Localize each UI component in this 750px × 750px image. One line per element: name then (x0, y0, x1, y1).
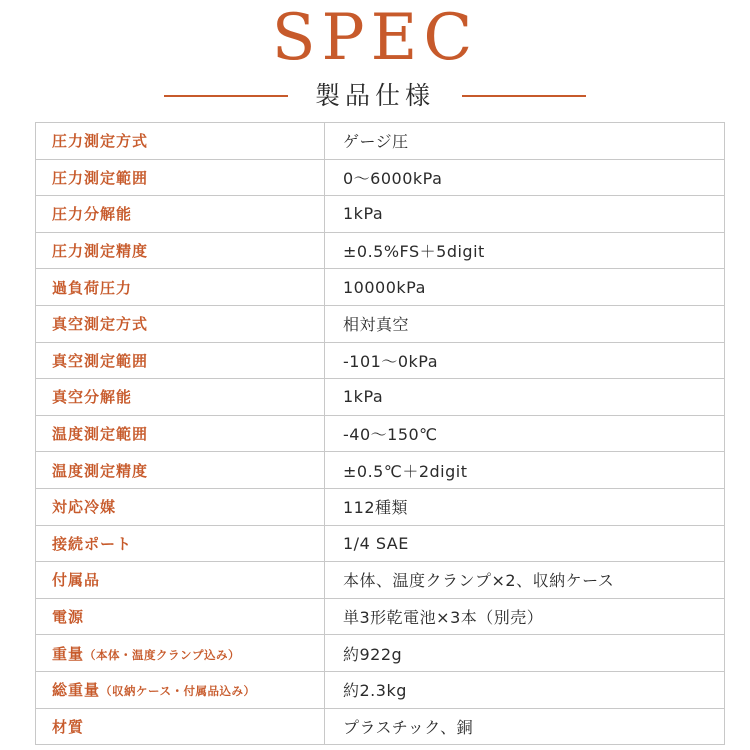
spec-value: ゲージ圧 (325, 123, 725, 160)
spec-row-vacuum-resolution (36, 379, 725, 416)
spec-value: 1/4 SAE (325, 525, 725, 562)
spec-label: 材質 (36, 708, 325, 745)
spec-table (35, 122, 725, 745)
spec-row-power (36, 598, 725, 635)
spec-header (0, 0, 750, 118)
spec-value: -40〜150℃ (325, 415, 725, 452)
spec-label: 真空分解能 (36, 379, 325, 416)
spec-row-weight (36, 635, 725, 672)
page-subtitle: 製品仕様 (314, 81, 435, 110)
subtitle-row (0, 80, 750, 112)
spec-label: 対応冷媒 (36, 488, 325, 525)
spec-row-connection-port (36, 525, 725, 562)
page-title: SPEC (271, 1, 479, 75)
spec-row-temperature-range (36, 415, 725, 452)
spec-row-accessories (36, 562, 725, 599)
spec-value: 0〜6000kPa (325, 159, 725, 196)
spec-row-total-weight (36, 671, 725, 708)
spec-label: 温度測定精度 (36, 452, 325, 489)
spec-label: 圧力測定方式 (36, 123, 325, 160)
spec-value: 相対真空 (325, 305, 725, 342)
spec-label: 圧力測定精度 (36, 232, 325, 269)
spec-label-note: （本体・温度クランプ込み） (84, 647, 241, 662)
spec-row-vacuum-method (36, 305, 725, 342)
spec-row-pressure-range (36, 159, 725, 196)
spec-label: 過負荷圧力 (36, 269, 325, 306)
spec-label: 付属品 (36, 562, 325, 599)
spec-value: 約922g (325, 635, 725, 672)
spec-label: 温度測定範囲 (36, 415, 325, 452)
spec-label: 圧力測定範囲 (36, 159, 325, 196)
spec-value: プラスチック、銅 (325, 708, 725, 745)
spec-row-temperature-accuracy (36, 452, 725, 489)
spec-value: ±0.5℃＋2digit (325, 452, 725, 489)
spec-value: 10000kPa (325, 269, 725, 306)
spec-label: 真空測定方式 (36, 305, 325, 342)
spec-value: 単3形乾電池×3本（別売） (325, 598, 725, 635)
spec-label-note: （収納ケース・付属品込み） (100, 684, 256, 699)
spec-row-pressure-accuracy (36, 232, 725, 269)
spec-row-refrigerants (36, 488, 725, 525)
spec-label: 真空測定範囲 (36, 342, 325, 379)
spec-value: 約2.3kg (325, 671, 725, 708)
spec-value: 1kPa (325, 196, 725, 233)
spec-row-vacuum-range (36, 342, 725, 379)
subtitle-rule-left (164, 95, 288, 97)
spec-value: 1kPa (325, 379, 725, 416)
subtitle-rule-right (462, 95, 586, 97)
spec-value: 本体、温度クランプ×2、収納ケース (325, 562, 725, 599)
spec-value: 112種類 (325, 488, 725, 525)
spec-label: 圧力分解能 (36, 196, 325, 233)
spec-value: ±0.5%FS＋5digit (325, 232, 725, 269)
spec-label: 総重量（収納ケース・付属品込み） (36, 671, 325, 708)
spec-row-pressure-resolution (36, 196, 725, 233)
spec-row-overload-pressure (36, 269, 725, 306)
spec-value: -101〜0kPa (325, 342, 725, 379)
spec-row-material (36, 708, 725, 745)
spec-label: 接続ポート (36, 525, 325, 562)
spec-label: 電源 (36, 598, 325, 635)
spec-row-pressure-method (36, 123, 725, 160)
spec-label: 重量（本体・温度クランプ込み） (36, 635, 325, 672)
